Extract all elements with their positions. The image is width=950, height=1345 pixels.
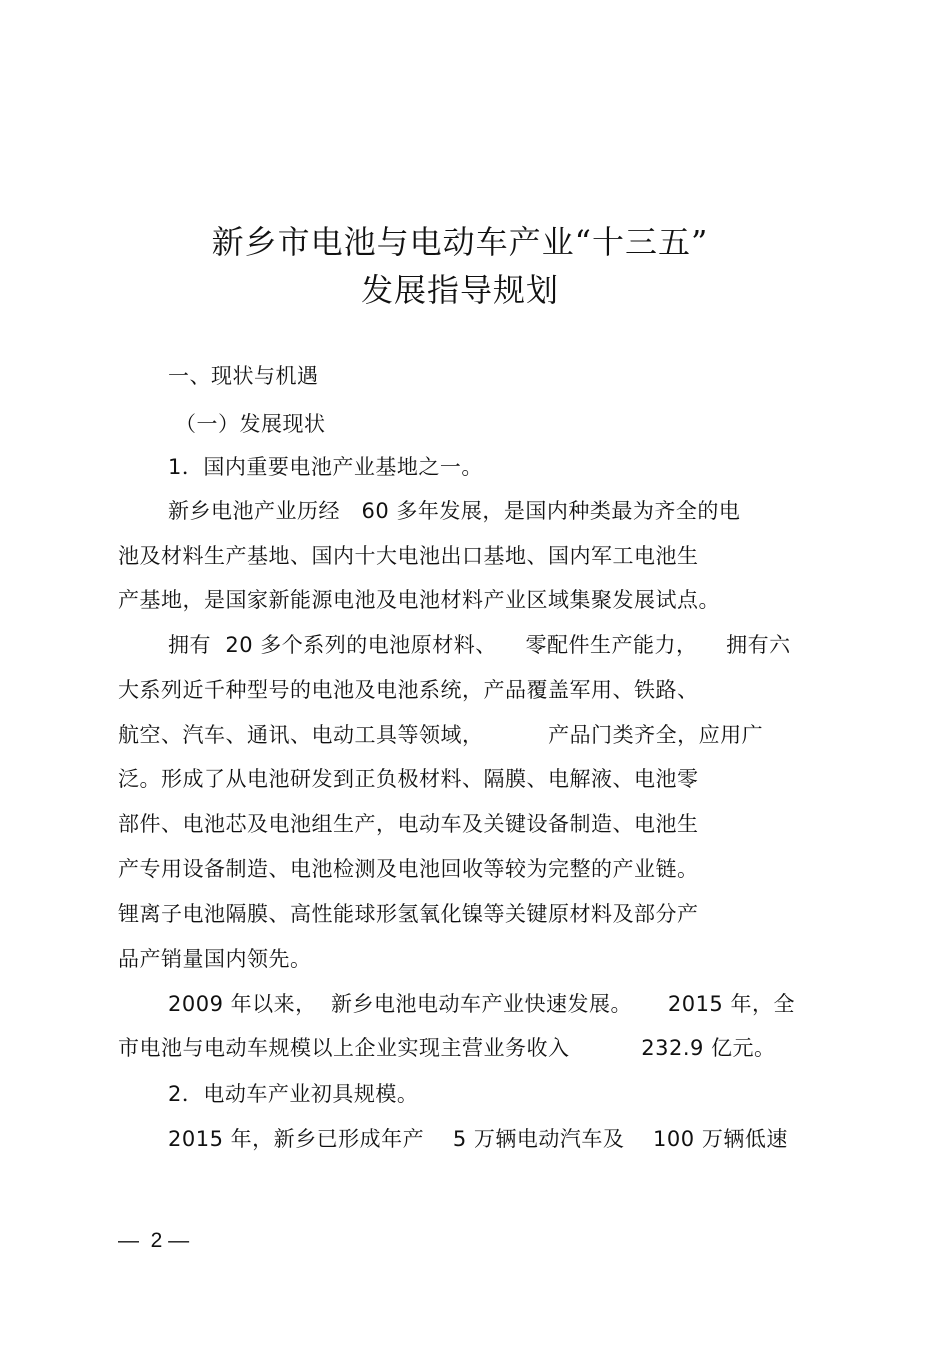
- paragraph-line: 大系列近千种型号的电池及电池系统，产品覆盖军用、铁路、: [118, 678, 699, 702]
- document-title-line-1: 新乡市电池与电动车产业“十三五”: [211, 223, 709, 261]
- section-heading: 一、现状与机遇: [168, 364, 319, 388]
- paragraph-line: 产基地，是国家新能源电池及电池材料产业区域集聚发展试点。: [118, 588, 720, 612]
- paragraph-line: 市电池与电动车规模以上企业实现主营业务收入 232.9 亿元。: [118, 1036, 776, 1060]
- paragraph-line: 2009 年以来， 新乡电池电动车产业快速发展。 2015 年，全: [168, 992, 795, 1016]
- item-heading-2: 2．电动车产业初具规模。: [168, 1082, 419, 1106]
- paragraph-line: 品产销量国内领先。: [118, 947, 312, 971]
- paragraph-line: 锂离子电池隔膜、高性能球形氢氧化镍等关键原材料及部分产: [118, 902, 699, 926]
- subsection-heading: （一）发展现状: [175, 412, 326, 436]
- paragraph-line: 拥有 20 多个系列的电池原材料、 零配件生产能力， 拥有六: [168, 633, 791, 657]
- paragraph-line: 新乡电池产业历经 60 多年发展，是国内种类最为齐全的电: [168, 499, 741, 523]
- page-number: — 2 —: [118, 1229, 190, 1252]
- paragraph-line: 航空、汽车、通讯、电动工具等领域， 产品门类齐全，应用广: [118, 723, 764, 747]
- paragraph-line: 泛。形成了从电池研发到正负极材料、隔膜、电解液、电池零: [118, 767, 699, 791]
- paragraph-line: 部件、电池芯及电池组生产，电动车及关键设备制造、电池生: [118, 812, 699, 836]
- paragraph-line: 池及材料生产基地、国内十大电池出口基地、国内军工电池生: [118, 544, 699, 568]
- item-heading-1: 1．国内重要电池产业基地之一。: [168, 455, 483, 479]
- paragraph-line: 2015 年，新乡已形成年产 5 万辆电动汽车及 100 万辆低速: [168, 1127, 788, 1151]
- document-title-line-2: 发展指导规划: [360, 271, 559, 309]
- paragraph-line: 产专用设备制造、电池检测及电池回收等较为完整的产业链。: [118, 857, 699, 881]
